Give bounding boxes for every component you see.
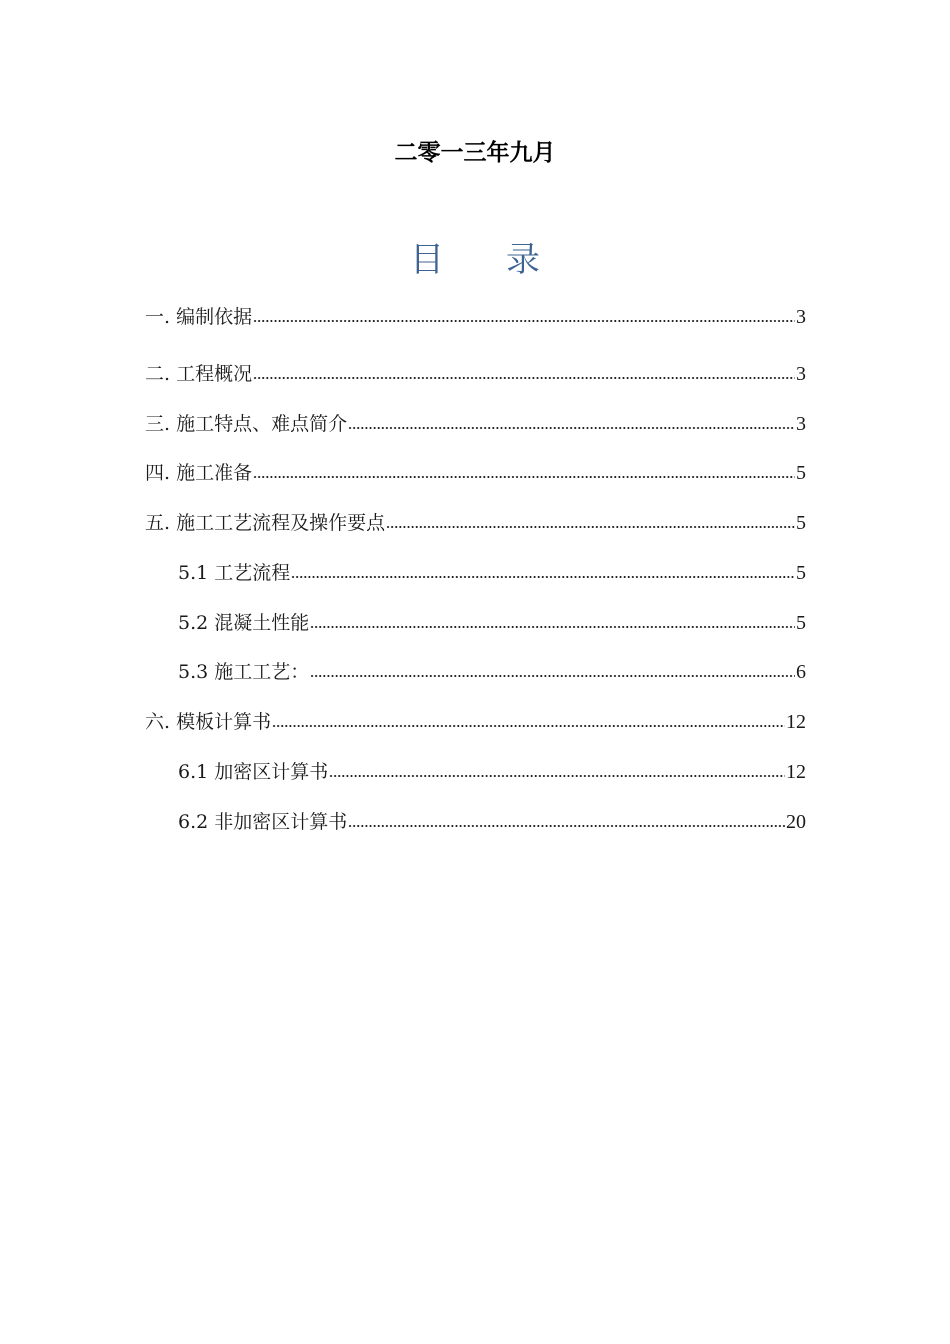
toc-entry-page: 3 [796,306,806,328]
dot-leader [348,823,785,829]
toc-entry-5-3[interactable] [178,659,806,685]
toc-entry-6[interactable] [145,709,806,735]
dot-leader [272,723,785,729]
toc-entry-5-1[interactable] [178,560,806,586]
document-date: 二零一三年九月 [394,139,556,166]
toc-entry-4[interactable] [145,460,806,486]
toc-entry-label: 四. 施工准备 [145,462,253,484]
dot-leader [329,773,785,779]
toc-entry-label: 三. 施工特点、难点简介 [145,413,348,435]
dot-leader [291,574,795,580]
dot-leader [348,425,795,431]
toc-entry-5[interactable] [145,510,806,536]
dot-leader [310,673,795,679]
toc-title-char-1: 目 [410,240,444,280]
toc-entry-page: 6 [796,661,806,683]
toc-entry-3[interactable] [145,411,806,437]
toc-entry-label: 6.2 非加密区计算书 [178,811,348,833]
toc-entry-label: 一. 编制依据 [145,306,253,328]
toc-entry-page: 5 [796,612,806,634]
toc-entry-page: 5 [796,462,806,484]
toc-entry-label: 5.3 施工工艺： [178,661,310,683]
dot-leader [253,474,795,480]
toc-entry-page: 5 [796,512,806,534]
toc-entry-label: 二. 工程概况 [145,363,253,385]
toc-entry-page: 3 [796,363,806,385]
toc-entry-page: 3 [796,413,806,435]
dot-leader [310,624,795,630]
toc-entry-1[interactable] [145,304,806,330]
dot-leader [253,318,795,324]
toc-entry-label: 六. 模板计算书 [145,711,272,733]
toc-entry-5-2[interactable] [178,610,806,636]
dot-leader [253,375,795,381]
toc-entry-label: 5.1 工艺流程 [178,562,291,584]
toc-entry-page: 12 [786,761,806,783]
toc-title-char-2: 录 [506,240,540,280]
toc-entry-2[interactable] [145,361,806,387]
toc-entry-6-1[interactable] [178,759,806,785]
toc-entry-page: 12 [786,711,806,733]
dot-leader [386,524,795,530]
toc-entry-page: 5 [796,562,806,584]
toc-title [0,232,950,281]
toc-entry-label: 6.1 加密区计算书 [178,761,329,783]
toc-entry-label: 5.2 混凝土性能 [178,612,310,634]
toc-entry-page: 20 [786,811,806,833]
toc-entry-label: 五. 施工工艺流程及操作要点 [145,512,386,534]
toc-entry-6-2[interactable] [178,809,806,835]
